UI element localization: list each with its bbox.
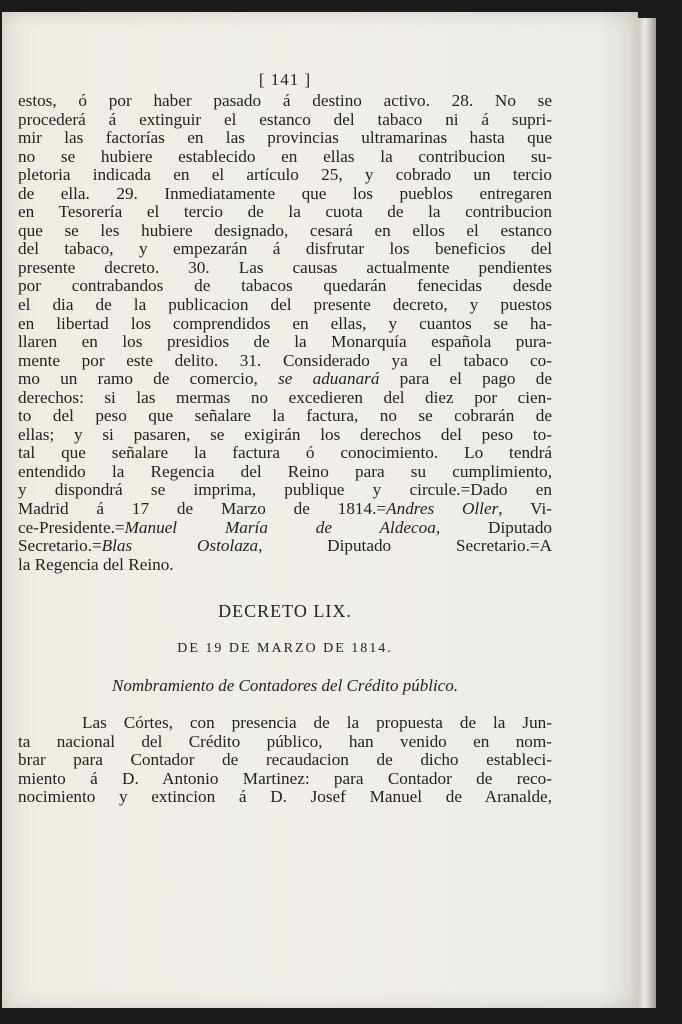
page-edge: [638, 18, 656, 1008]
text-line: en Tesorería el tercio de la cuota de la contribucion: [18, 203, 552, 222]
text-line: derechos: si las mermas no excedieren del diez por cien-: [18, 388, 552, 407]
text-line: brar para Contador de recaudacion de dicho estableci-: [18, 751, 552, 770]
text-line: mo un ramo de comercio, se aduanará para el pago de: [18, 370, 552, 389]
text-line: en libertad los comprendidos en ellas, y cuantos se ha-: [18, 314, 552, 333]
decree-title: DECRETO LIX.: [218, 601, 352, 622]
text-line: mente por este delito. 31. Considerado ya el tabaco co-: [18, 351, 552, 370]
text-line: to del peso que señalare la factura, no se cobrarán de: [18, 407, 552, 426]
text-line: la Regencia del Reino.: [18, 555, 174, 574]
text-line: llaren en los presidios de la Monarquía española pura-: [18, 333, 552, 352]
text-line: pletoria indicada en el artículo 25, y cobrado un tercio: [18, 166, 552, 185]
text-line: nocimiento y extincion á D. Josef Manuel de Aranalde,: [18, 788, 552, 807]
decree-subject: Nombramiento de Contadores del Crédito público.: [112, 676, 458, 696]
page-number: [ 141 ]: [258, 70, 312, 89]
text-line: procederá á extinguir el estanco del tabaco ni á supri-: [18, 110, 552, 129]
text-line: ce-Presidente.=Manuel María de Aldecoa, Diputado: [18, 518, 552, 537]
text-line: de ella. 29. Inmediatamente que los pueblos entregaren: [18, 184, 552, 203]
text-line: entendido la Regencia del Reino para su cumplimiento,: [18, 462, 552, 481]
text-line: mir las factorías en las provincias ultramarinas hasta que: [18, 129, 552, 148]
signatory-name: Manuel María de Aldecoa: [124, 518, 436, 537]
text-line: por contrabandos de tabacos quedarán fenecidas desde: [18, 277, 552, 296]
signatory-name: Blas Ostolaza: [101, 537, 259, 556]
italic-term: se aduanará: [278, 370, 380, 389]
text-line: del tabaco, y empezarán á disfrutar los beneficios del: [18, 240, 552, 259]
text-line: Secretario.=Blas Ostolaza, Diputado Secretario.=A: [18, 537, 552, 556]
signatory-name: Andres Oller: [386, 500, 499, 519]
text-line: ta nacional del Crédito público, han venido en nom-: [18, 732, 552, 751]
text-line: presente decreto. 30. Las causas actualmente pendientes: [18, 258, 552, 277]
text-line: ellas; y si pasaren, se exigirán los derechos del peso to-: [18, 425, 552, 444]
page-content: [18, 70, 552, 807]
text-line: Madrid á 17 de Marzo de 1814.=Andres Oller, Vi-: [18, 500, 552, 519]
continuation-text: [18, 92, 552, 574]
text-line: tal que señalare la factura ó conocimiento. Lo tendrá: [18, 444, 552, 463]
text-line: el dia de la publicacion del presente decreto, y puestos: [18, 296, 552, 315]
text-line: no se hubiere establecido en ellas la contribucion su-: [18, 147, 552, 166]
text-line: Las Córtes, con presencia de la propuesta de la Jun-: [82, 714, 552, 733]
text-line: estos, ó por haber pasado á destino activo. 28. No se: [18, 92, 552, 110]
decree-date: DE 19 DE MARZO DE 1814.: [177, 641, 393, 657]
text-line: que se les hubiere designado, cesará en ellos el estanco: [18, 221, 552, 240]
text-line: y dispondrá se imprima, publique y circule.=Dado en: [18, 481, 552, 500]
text-line: miento á D. Antonio Martinez: para Contador de reco-: [18, 769, 552, 788]
decree-body: [18, 714, 552, 807]
